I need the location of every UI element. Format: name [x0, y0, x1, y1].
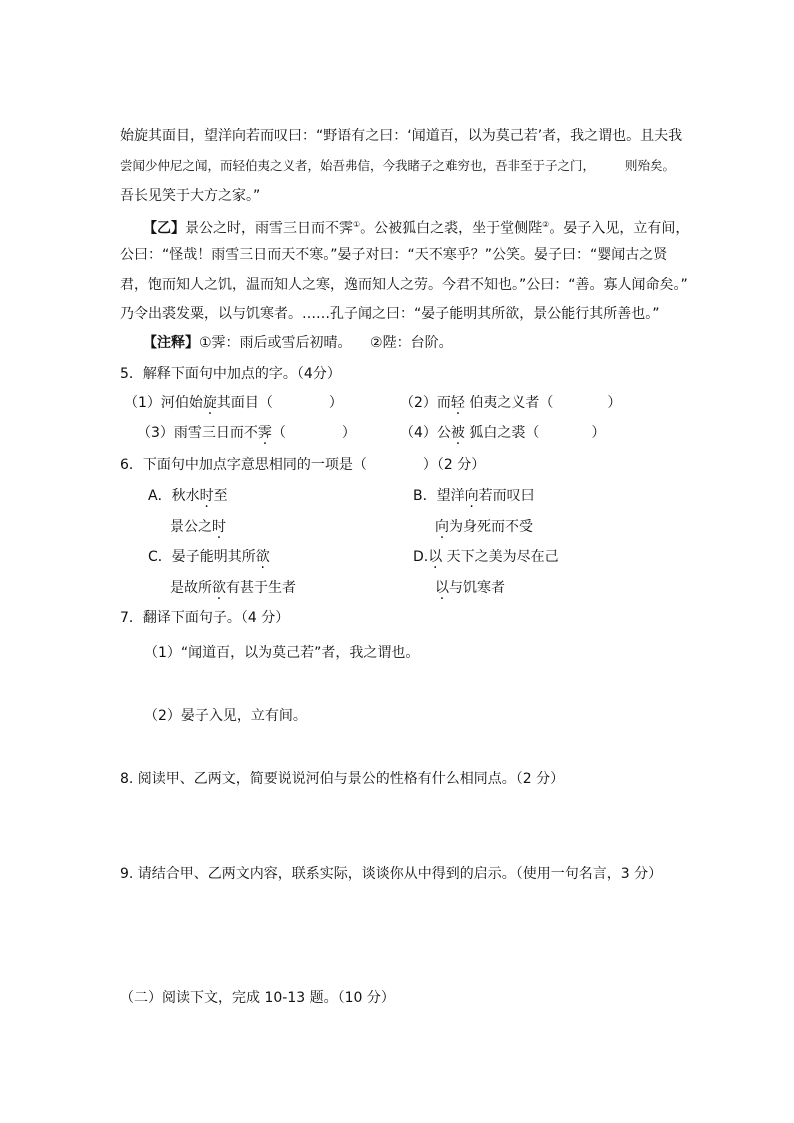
- option-text: C．晏子能明其所: [148, 549, 256, 565]
- q5-item-num: （3）: [137, 425, 174, 441]
- dotted-char: 欲: [212, 580, 226, 596]
- question-7-title: 7．翻译下面句子。（4 分）: [120, 610, 290, 626]
- note-mark-2: ②: [542, 220, 550, 229]
- q7-item-2: （2）晏子入见，立有间。: [144, 708, 307, 724]
- q5-item-close: ）: [328, 395, 343, 411]
- option-text: 是故所: [170, 580, 212, 596]
- q5-item-text: 而: [436, 395, 451, 411]
- q6-option-b-pair: [435, 517, 533, 537]
- passage-jia-line-1: 始旋其面目，望洋向若而叹曰：“野语有之曰：‘闻道百，以为莫己若’者，我之谓也。且夫我: [120, 128, 683, 144]
- question-8-title: 8. 阅读甲、乙两文，简要说说河伯与景公的性格有什么相同点。（2 分）: [120, 771, 565, 787]
- dotted-char: 时: [199, 488, 214, 504]
- q6-option-a-pair: [170, 517, 226, 537]
- question-6-title: [120, 455, 485, 475]
- option-text: 为身死而不受: [449, 519, 533, 535]
- q5-item-4: [400, 423, 605, 443]
- passage-jia-line-2: [120, 156, 675, 176]
- passage-jia-line-3: 吾长见笑于大方之家。”: [120, 188, 261, 204]
- q5-item-text: 其面目（: [216, 395, 273, 411]
- dotted-char: 被: [450, 425, 465, 441]
- q6-option-d-pair: [435, 578, 505, 598]
- q5-item-text: 狐白之裘（: [464, 425, 540, 441]
- notes-label: 【注释】: [143, 335, 199, 351]
- q6-title-text: 6．下面句中加点字意思相同的一项是（: [120, 457, 367, 473]
- option-text: A．秋水: [148, 488, 200, 504]
- dotted-char: 向: [435, 519, 449, 535]
- q7-item-1: （1）“闻道百，以为莫己若”者，我之谓也。: [144, 645, 420, 661]
- q6-option-c-pair: [170, 578, 296, 598]
- option-text: 景公之: [170, 519, 212, 535]
- dotted-char: 欲: [255, 549, 270, 565]
- q6-option-b: [413, 486, 535, 506]
- passage-yi-label: 【乙】: [143, 220, 185, 237]
- passage-yi-line-3: 君，饱而知人之饥，温而知人之寒，逸而知人之劳。今君不知也。”公曰：“善。寡人闻命矣。”: [120, 277, 688, 293]
- q6-option-a: [148, 486, 228, 506]
- option-text: D.: [413, 549, 429, 565]
- option-text: 与饥寒者: [449, 580, 505, 596]
- note-mark-1: ①: [353, 220, 361, 229]
- q5-item-2: [400, 393, 621, 413]
- q6-option-d: [413, 547, 559, 567]
- q5-item-close: ）: [591, 425, 606, 441]
- q5-item-num: （2）: [400, 395, 437, 411]
- dotted-char: 向: [464, 488, 479, 504]
- dotted-char: 以: [428, 549, 443, 565]
- note-1: ①霁：雨后或雪后初晴。: [199, 335, 352, 351]
- passage-jia-line-2-text: 尝闻少仲尼之闻，而轻伯夷之义者，始吾弗信，今我睹子之难穷也，吾非至于子之门，: [120, 158, 596, 173]
- q5-item-num: （1）: [124, 395, 161, 411]
- option-text: 若而叹曰: [478, 488, 535, 504]
- dotted-char: 旋: [202, 395, 217, 411]
- dotted-char: 霁: [257, 425, 272, 441]
- passage-yi-line-1c: 。晏子入见，立有间，: [549, 220, 690, 237]
- question-5-title: 5．解释下面句中加点的字。（4分）: [120, 366, 341, 382]
- option-text: 天下之美为尽在己: [442, 549, 559, 565]
- q5-item-text: 伯夷之义者（: [464, 395, 554, 411]
- q6-option-c: [148, 547, 270, 567]
- dotted-char: 时: [212, 519, 226, 535]
- passage-yi-line-1a: 景公之时，雨雪三日而不霁: [185, 220, 353, 237]
- dotted-char: 以: [435, 580, 449, 596]
- passage-jia-line-2-end: 则殆矣。: [625, 158, 676, 173]
- passage-yi-line-1b: 。公被狐白之裘，坐于堂侧陛: [360, 220, 543, 237]
- option-text: 至: [213, 488, 228, 504]
- q5-item-close: ）: [607, 395, 622, 411]
- passage-yi-line-2: 公曰：“怪哉！雨雪三日而天不寒。”晏子对曰：“天不寒乎？”公笑。晏子曰：“婴闻古之贤: [120, 247, 668, 263]
- passage-yi-line-4: 乃令出裘发粟，以与饥寒者。……孔子闻之曰：“晏子能明其所欲，景公能行其所善也。”: [120, 306, 660, 322]
- notes: [143, 333, 453, 353]
- question-9-title: 9. 请结合甲、乙两文内容，联系实际，谈谈你从中得到的启示。（使用一句名言，3 分）: [120, 866, 663, 882]
- section-2-title: （二）阅读下文，完成 10-13 题。（10 分）: [120, 990, 395, 1006]
- q5-item-text: 河伯始: [160, 395, 203, 411]
- option-text: 有甚于生者: [226, 580, 296, 596]
- q5-item-text: 雨雪三日而不: [173, 425, 258, 441]
- q5-item-text: 公: [436, 425, 451, 441]
- note-2: ②陛：台阶。: [370, 335, 453, 351]
- option-text: B．望洋: [413, 488, 465, 504]
- q6-title-score: ）（2 分）: [422, 457, 486, 473]
- dotted-char: 轻: [450, 395, 465, 411]
- q5-item-3: [137, 423, 356, 443]
- q5-item-text: （: [271, 425, 286, 441]
- q5-item-1: [124, 393, 343, 413]
- q5-item-num: （4）: [400, 425, 437, 441]
- q5-item-close: ）: [341, 425, 356, 441]
- passage-yi-line-1: [143, 215, 689, 239]
